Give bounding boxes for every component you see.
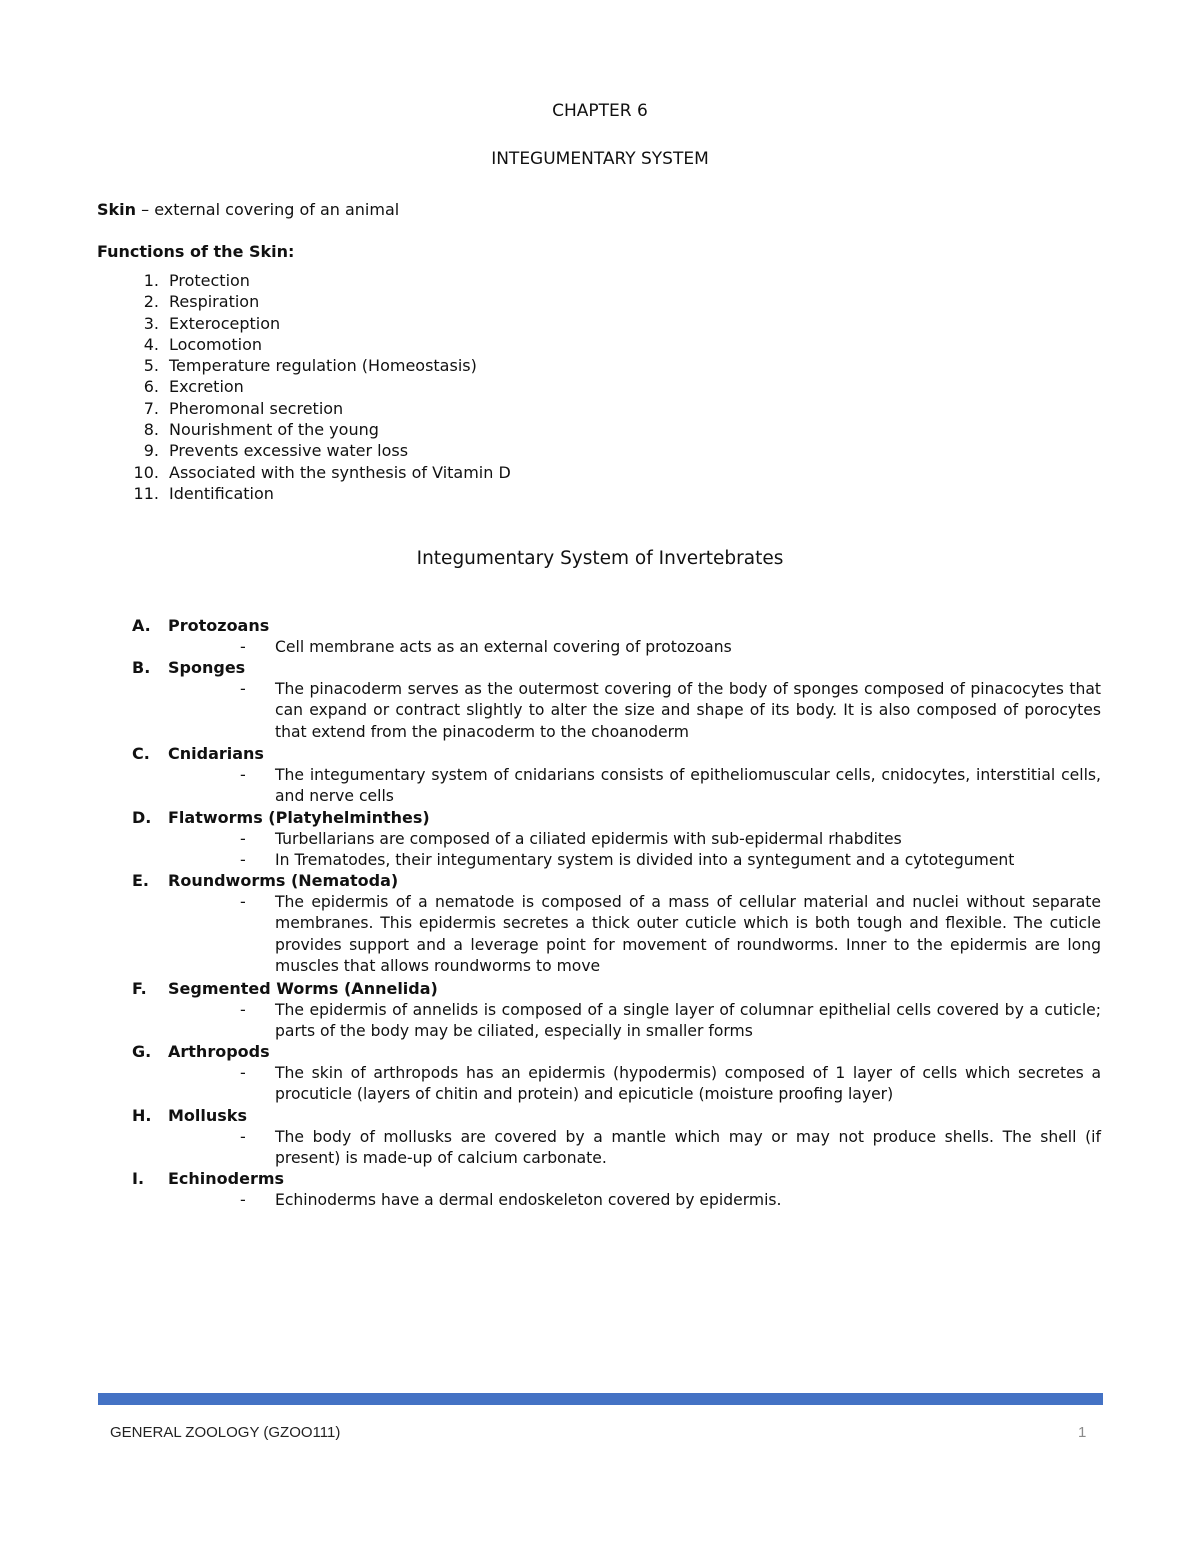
bullet-dash: - [240, 765, 246, 784]
section-name: Arthropods [168, 1042, 270, 1061]
section-letter: A. [132, 616, 151, 635]
skin-definition-text: – external covering of an animal [136, 200, 400, 219]
section-letter: F. [132, 979, 147, 998]
section-letter: G. [132, 1042, 152, 1061]
section-name: Protozoans [168, 616, 270, 635]
list-number: 3. [143, 313, 159, 333]
section-name: Roundworms (Nematoda) [168, 871, 399, 890]
section-letter: E. [132, 871, 150, 890]
section-name: Sponges [168, 658, 246, 677]
section-name: Flatworms (Platyhelminthes) [168, 808, 430, 827]
list-number: 8. [143, 420, 159, 440]
bullet-dash: - [240, 892, 246, 911]
list-number: 6. [143, 377, 159, 397]
list-text: Locomotion [169, 334, 263, 354]
footer-bar [98, 1393, 1103, 1405]
bullet-text: In Trematodes, their integumentary system is divided into a syntegument and a cytotegument [275, 851, 1015, 869]
list-text: Identification [169, 483, 274, 503]
bullet-dash: - [240, 1127, 246, 1146]
page-title: INTEGUMENTARY SYSTEM [491, 149, 709, 169]
list-text: Protection [169, 271, 250, 290]
functions-heading: Functions of the Skin: [97, 242, 295, 261]
list-text: Pheromonal secretion [169, 398, 344, 418]
list-text: Excretion [169, 377, 244, 397]
list-text: Temperature regulation (Homeostasis) [169, 356, 477, 376]
section-letter: I. [132, 1169, 145, 1188]
bullet-text: The integumentary system of cnidarians consists of epitheliomuscular cells, cnidocytes, interstitial cells, and nerve cells [275, 766, 1101, 806]
section-letter: C. [132, 744, 150, 763]
bullet-dash: - [240, 1000, 246, 1019]
section-name: Mollusks [168, 1106, 247, 1125]
bullet-text: Echinoderms have a dermal endoskeleton covered by epidermis. [275, 1191, 782, 1209]
list-number: 1. [143, 271, 159, 290]
section-title: Integumentary System of Invertebrates [416, 548, 784, 569]
list-text: Nourishment of the young [169, 420, 379, 440]
section-name: Echinoderms [168, 1169, 285, 1188]
section-letter: H. [132, 1106, 152, 1125]
skin-definition [97, 200, 399, 219]
list-text: Prevents excessive water loss [169, 441, 409, 461]
list-text: Respiration [169, 292, 260, 312]
bullet-text: The skin of arthropods has an epidermis (hypodermis) composed of 1 layer of cells which secretes a procuticle (layers of chitin and protein) and epicuticle (moisture proofing layer) [275, 1064, 1101, 1104]
bullet-text: The epidermis of a nematode is composed of a mass of cellular material and nuclei without separate membranes. This epidermis secretes a thick outer cuticle which is both tough and flexible. The cuticle provides support and a leverage point for movement of roundworms. Inner to the epidermis are long muscles that allows roundworms to move [275, 893, 1101, 975]
skin-term: Skin [97, 200, 137, 219]
bullet-text: The body of mollusks are covered by a mantle which may or may not produce shells. The shell (if present) is made-up of calcium carbonate. [275, 1128, 1101, 1168]
section-name: Segmented Worms (Annelida) [168, 979, 438, 998]
list-text: Exteroception [169, 313, 281, 333]
list-number: 4. [143, 334, 159, 354]
chapter-heading: CHAPTER 6 [552, 101, 648, 121]
list-number: 5. [143, 356, 159, 376]
list-number: 9. [143, 441, 159, 461]
bullet-text: Turbellarians are composed of a ciliated epidermis with sub-epidermal rhabdites [275, 830, 902, 848]
list-number: 2. [143, 292, 159, 312]
section-letter: B. [132, 658, 151, 677]
page-number: 1 [1078, 1424, 1087, 1441]
section-letter: D. [132, 808, 152, 827]
footer-course: GENERAL ZOOLOGY (GZOO111) [110, 1424, 341, 1441]
bullet-text: Cell membrane acts as an external covering of protozoans [275, 638, 732, 656]
bullet-text: The epidermis of annelids is composed of a single layer of columnar epithelial cells covered by a cuticle; parts of the body may be ciliated, especially in smaller forms [275, 1001, 1101, 1041]
list-number: 10. [133, 462, 159, 482]
list-number: 7. [143, 398, 159, 418]
bullet-dash: - [240, 829, 246, 848]
bullet-dash: - [240, 679, 246, 698]
bullet-dash: - [240, 850, 246, 869]
bullet-text: The pinacoderm serves as the outermost covering of the body of sponges composed of pinacocytes that can expand or contract slightly to alter the size and shape of its body. It is also composed of porocytes that extend from the pinacoderm to the choanoderm [275, 680, 1101, 741]
bullet-dash: - [240, 1063, 246, 1082]
bullet-dash: - [240, 637, 246, 656]
list-text: Associated with the synthesis of Vitamin D [169, 462, 511, 482]
section-name: Cnidarians [168, 744, 264, 763]
bullet-dash: - [240, 1190, 246, 1209]
list-number: 11. [133, 483, 159, 503]
